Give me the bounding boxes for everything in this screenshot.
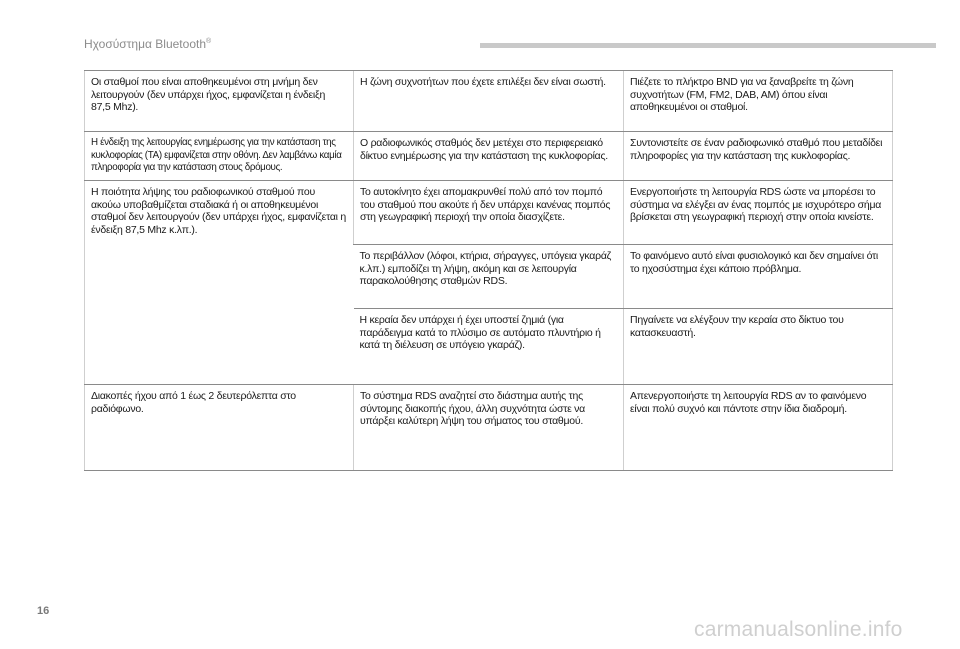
- page-number: 16: [37, 605, 50, 617]
- watermark-logo: carmanualsonline.info: [694, 618, 903, 641]
- troubleshooting-table: [84, 70, 893, 471]
- solution-cell: Πηγαίνετε να ελέγξουν την κεραία στο δίκτυο του κατασκευαστή.: [624, 309, 893, 385]
- problem-cell: Η ποιότητα λήψης του ραδιοφωνικού σταθμού που ακούω υποβαθμίζεται σταδιακά ή οι αποθηκευμένοι σταθμοί δεν λειτουργούν (δεν υπάρχει ήχος, εμφανίζεται η ένδειξη 87,5 Mhz κ.λπ.).: [85, 181, 354, 385]
- table-row: [85, 132, 893, 181]
- solution-cell: Πιέζετε το πλήκτρο BND για να ξαναβρείτε τη ζώνη συχνοτήτων (FM, FM2, DAB, AM) όπου είναι αποθηκευμένοι οι σταθμοί.: [624, 71, 893, 132]
- problem-cell: Η ένδειξη της λειτουργίας ενημέρωσης για την κατάσταση της κυκλοφορίας (TA) εμφανίζεται στην οθόνη. Δεν λαμβάνω καμία πληροφορία για την κατάσταση στους δρόμους.: [85, 132, 354, 181]
- registered-mark: ®: [206, 38, 212, 45]
- solution-cell: Ενεργοποιήστε τη λειτουργία RDS ώστε να μπορέσει το σύστημα να ελέγξει αν ένας πομπός με ισχυρότερο σήμα βρίσκεται στη γεωγραφική περιοχή στην οποία κινείστε.: [624, 181, 893, 245]
- solution-cell: Το φαινόμενο αυτό είναι φυσιολογικό και δεν σημαίνει ότι το ηχοσύστημα έχει κάποιο πρόβλημα.: [624, 245, 893, 309]
- table-row: [85, 71, 893, 132]
- cause-cell: Το αυτοκίνητο έχει απομακρυνθεί πολύ από τον πομπό του σταθμού που ακούτε ή δεν υπάρχει κανένας πομπός στη γεωγραφική περιοχή την οποία διασχίζετε.: [354, 181, 624, 245]
- cause-cell: Η ζώνη συχνοτήτων που έχετε επιλέξει δεν είναι σωστή.: [354, 71, 624, 132]
- table-row: [85, 181, 893, 245]
- solution-cell: Απενεργοποιήστε τη λειτουργία RDS αν το φαινόμενο είναι πολύ συχνό και πάντοτε στην ίδια διαδρομή.: [624, 385, 893, 471]
- table-row: [85, 385, 893, 471]
- solution-cell: Συντονιστείτε σε έναν ραδιοφωνικό σταθμό που μεταδίδει πληροφορίες για την κατάσταση της κυκλοφορίας.: [624, 132, 893, 181]
- cause-cell: Ο ραδιοφωνικός σταθμός δεν μετέχει στο περιφερειακό δίκτυο ενημέρωσης για την κατάσταση της κυκλοφορίας.: [354, 132, 624, 181]
- problem-cell: Διακοπές ήχου από 1 έως 2 δευτερόλεπτα στο ραδιόφωνο.: [85, 385, 354, 471]
- cause-cell: Το περιβάλλον (λόφοι, κτήρια, σήραγγες, υπόγεια γκαράζ κ.λπ.) εμποδίζει τη λήψη, ακόμη και σε λειτουργία παρακολούθησης σταθμών RDS.: [354, 245, 624, 309]
- section-title: [84, 37, 211, 51]
- header-rule: [480, 43, 936, 48]
- cause-cell: Το σύστημα RDS αναζητεί στο διάστημα αυτής της σύντομης διακοπής ήχου, άλλη συχνότητα ώστε να υπάρξει καλύτερη λήψη του σήματος του σταθμού.: [354, 385, 624, 471]
- problem-cell: Οι σταθμοί που είναι αποθηκευμένοι στη μνήμη δεν λειτουργούν (δεν υπάρχει ήχος, εμφανίζεται η ένδειξη 87,5 Mhz).: [85, 71, 354, 132]
- cause-cell: Η κεραία δεν υπάρχει ή έχει υποστεί ζημιά (για παράδειγμα κατά το πλύσιμο σε αυτόματο πλυντήριο ή κατά τη διέλευση σε υπόγειο γκαράζ).: [354, 309, 624, 385]
- section-title-text: Ηχοσύστημα Bluetooth: [84, 37, 206, 51]
